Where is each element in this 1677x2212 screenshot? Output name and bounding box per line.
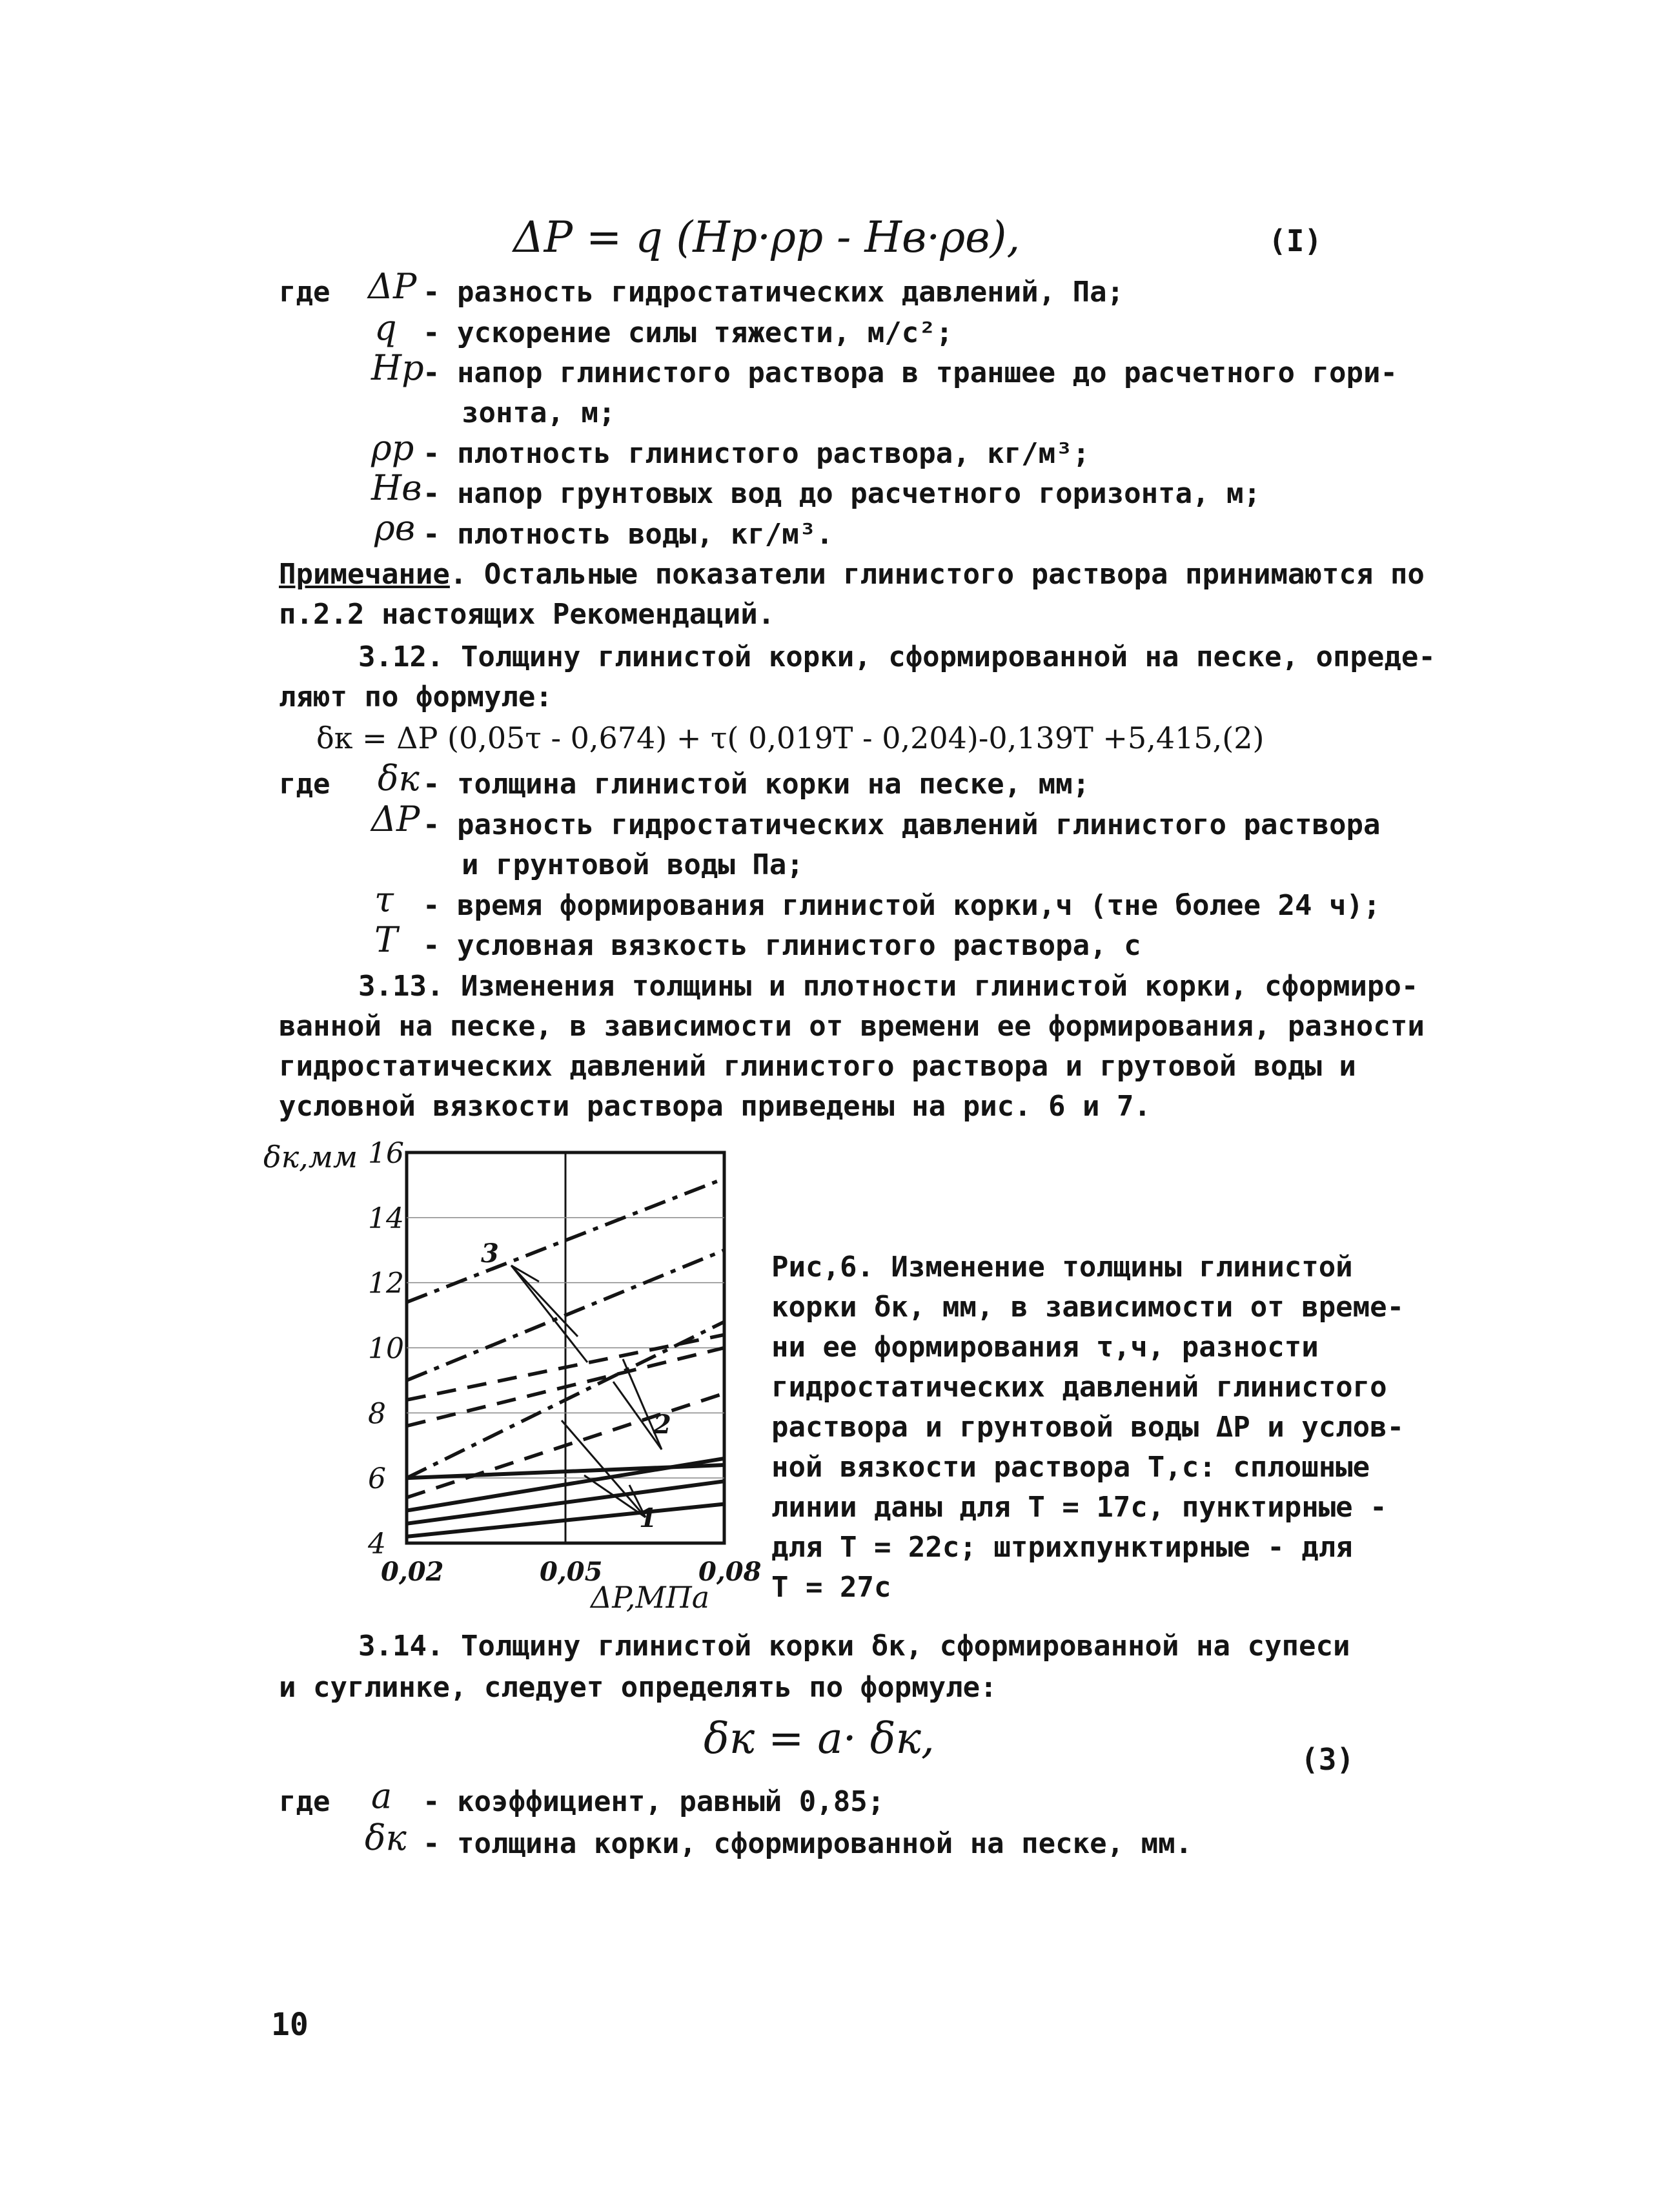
def-rho-v: - плотность воды, кг/м³.: [423, 518, 833, 551]
symbol-hv: Hв: [371, 467, 422, 508]
symbol-delta-k-2: δк: [365, 1818, 407, 1858]
caption-line-5: раствора и грунтовой воды ΔP и услов-: [771, 1411, 1405, 1444]
formula-3: δк = a· δк,: [704, 1714, 935, 1763]
p313-line-2: ванной на песке, в зависимости от времени ее формирования, разности: [279, 1010, 1425, 1043]
note-text: . Остальные показатели глинистого раствора принимаются по: [449, 558, 1425, 591]
symbol-delta-p: ΔP: [368, 266, 417, 307]
symbol-delta-k: δк: [378, 758, 420, 799]
note-line-2: п.2.2 настоящих Рекомендаций.: [279, 598, 775, 631]
symbol-rho-v: ρв: [374, 507, 416, 548]
p313-line-4: условной вязкости раствора приведены на рис. 6 и 7.: [279, 1090, 1152, 1123]
caption-line-8: для Т = 22с; штрихпунктирные - для: [771, 1531, 1353, 1564]
curve-leader-1: [511, 1265, 578, 1336]
symbol-tau: τ: [374, 879, 394, 920]
p313-line-1: 3.13. Изменения толщины и плотности глинистой корки, сформиро-: [358, 970, 1419, 1003]
y-tick-label: 4: [368, 1528, 386, 1561]
def-q: - ускорение силы тяжести, м/с²;: [423, 316, 953, 349]
def-rho-p: - плотность глинистого раствора, кг/м³;: [423, 437, 1090, 470]
where-label-3: где: [279, 1785, 330, 1818]
x-axis-label: ΔP,МПа: [591, 1580, 710, 1615]
caption-line-2: корки δк, мм, в зависимости от време-: [771, 1291, 1405, 1324]
y-tick-label: 6: [368, 1462, 386, 1496]
formula-3-number: (3): [1301, 1742, 1355, 1777]
curve-label-2: 2: [653, 1409, 671, 1440]
p313-line-3: гидростатических давлений глинистого раствора и грутовой воды и: [279, 1050, 1356, 1083]
x-tick-label: 0,05: [540, 1557, 603, 1587]
formula-1: ΔP = q (Hp·ρp - Hв·ρв),: [513, 212, 1021, 262]
symbol-q: q: [374, 307, 397, 348]
def-delta-p-2-cont: и грунтовой воды Па;: [462, 848, 804, 881]
note-label: Примечание: [279, 558, 450, 591]
caption-line-3: ни ее формирования τ,ч, разности: [771, 1331, 1319, 1364]
def-hv: - напор грунтовых вод до расчетного горизонта, м;: [423, 477, 1261, 510]
symbol-delta-p-2: ΔP: [371, 799, 420, 839]
y-axis-label: δк,мм: [263, 1140, 358, 1174]
def-hp-cont: зонта, м;: [462, 396, 616, 429]
where-label-1: где: [279, 276, 330, 309]
caption-line-7: линии даны для Т = 17с, пунктирные -: [771, 1491, 1387, 1524]
y-tick-label: 8: [368, 1397, 386, 1431]
formula-2: δк = ΔP (0,05τ - 0,674) + τ( 0,019T - 0,204)-0,139T +5,415,(2): [316, 721, 1265, 755]
def-a: - коэффициент, равный 0,85;: [423, 1785, 885, 1818]
caption-line-6: ной вязкости раствора Т,с: сплошные: [771, 1451, 1370, 1484]
caption-line-1: Рис,6. Изменение толщины глинистой: [771, 1251, 1353, 1284]
p312-line-1: 3.12. Толщину глинистой корки, сформированной на песке, опреде-: [358, 640, 1436, 673]
symbol-t: T: [374, 919, 398, 960]
curve-label-3: 3: [481, 1238, 499, 1269]
p312-line-2: ляют по формуле:: [279, 681, 553, 713]
page-number: 10: [271, 2007, 309, 2043]
symbol-hp: Hp: [371, 347, 424, 388]
caption-line-4: гидростатических давлений глинистого: [771, 1371, 1387, 1404]
curve-label-1: 1: [639, 1503, 657, 1533]
p314-line-1: 3.14. Толщину глинистой корки δк, сформированной на супеси: [358, 1630, 1350, 1663]
def-tau: - время формирования глинистой корки,ч (τне более 24 ч);: [423, 889, 1381, 922]
def-t: - условная вязкость глинистого раствора, с: [423, 929, 1141, 962]
y-tick-label: 10: [368, 1332, 404, 1366]
def-delta-p-2: - разность гидростатических давлений глинистого раствора: [423, 808, 1381, 841]
def-hp: - напор глинистого раствора в траншее до расчетного гори-: [423, 356, 1397, 389]
def-delta-p: - разность гидростатических давлений, Па;: [423, 276, 1124, 309]
def-delta-k: - толщина глинистой корки на песке, мм;: [423, 768, 1090, 801]
p314-line-2: и суглинке, следует определять по формуле:: [279, 1671, 997, 1704]
y-tick-label: 14: [368, 1202, 404, 1235]
x-tick-label: 0,02: [381, 1557, 444, 1587]
def-delta-k-2: - толщина корки, сформированной на песке, мм.: [423, 1827, 1193, 1860]
y-tick-label: 16: [368, 1137, 404, 1170]
x-tick-label: 0,08: [698, 1557, 762, 1587]
where-label-2: где: [279, 768, 330, 801]
symbol-a: a: [371, 1776, 392, 1816]
symbol-rho-p: ρp: [371, 427, 414, 468]
formula-1-number: (I): [1268, 223, 1323, 258]
y-tick-label: 12: [368, 1267, 404, 1300]
caption-line-9: Т = 27с: [771, 1571, 891, 1604]
